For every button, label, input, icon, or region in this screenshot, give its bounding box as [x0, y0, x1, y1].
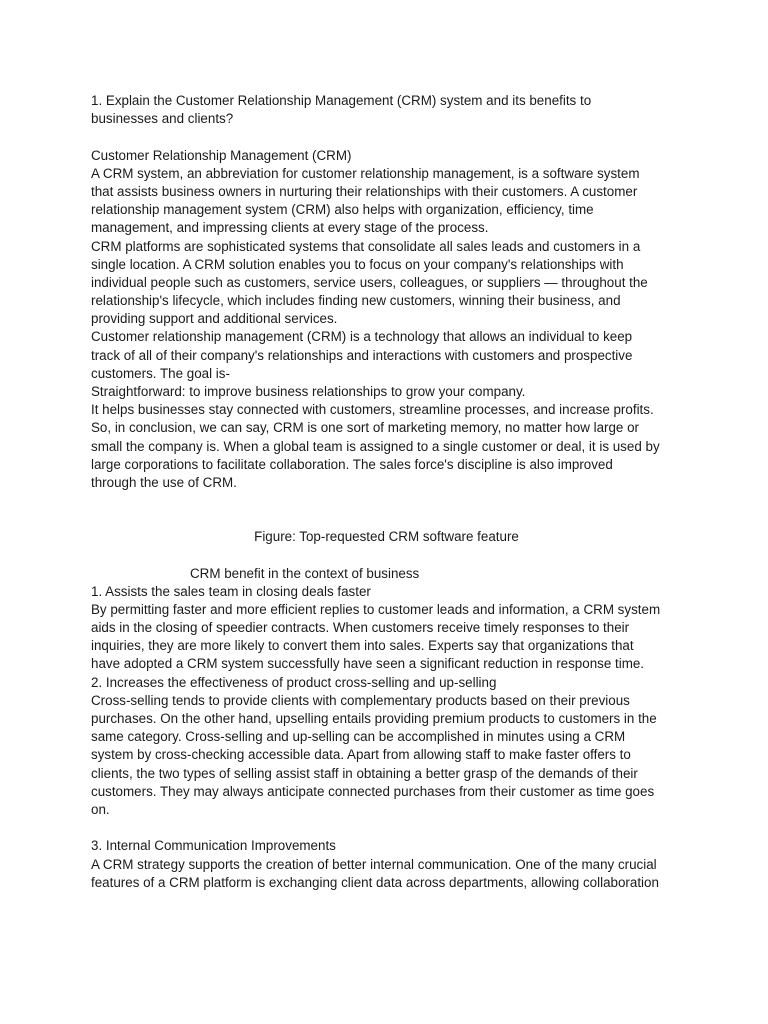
question-line: businesses and clients? — [91, 111, 234, 127]
text-line: that assists business owners in nurturing their relationships with their customers. A customer — [91, 183, 638, 199]
question-block — [91, 92, 691, 128]
text-line: single location. A CRM solution enables you to focus on your company's relationships with — [91, 256, 624, 272]
benefit-item-title: 2. Increases the effectiveness of product cross-selling and up-selling — [91, 674, 497, 690]
figure-caption: Figure: Top-requested CRM software feature — [254, 529, 519, 545]
text-line: So, in conclusion, we can say, CRM is one sort of marketing memory, no matter how large or — [91, 420, 639, 436]
spacer — [91, 819, 691, 837]
section-3 — [91, 837, 691, 892]
intro-paragraphs — [91, 165, 691, 492]
section-heading: Customer Relationship Management (CRM) — [91, 147, 352, 163]
benefit-heading: CRM benefit in the context of business — [190, 565, 420, 581]
text-line: It helps businesses stay connected with customers, streamline processes, and increase profits. — [91, 402, 654, 418]
question-line: 1. Explain the Customer Relationship Management (CRM) system and its benefits to — [91, 93, 592, 108]
text-line: relationship's lifecycle, which includes finding new customers, winning their business, and — [91, 293, 621, 309]
text-line: Customer relationship management (CRM) is a technology that allows an individual to keep — [91, 329, 633, 345]
spacer — [91, 492, 691, 528]
text-line: Straightforward: to improve business relationships to grow your company. — [91, 384, 526, 399]
text-line: management, and impressing clients at every stage of the process. — [91, 220, 489, 236]
text-line: Cross-selling tends to provide clients with complementary products based on their previous — [91, 692, 630, 708]
text-line: CRM platforms are sophisticated systems that consolidate all sales leads and customers in a — [91, 238, 641, 254]
text-line: A CRM strategy supports the creation of better internal communication. One of the many crucial — [91, 856, 657, 872]
benefit-item-title: 3. Internal Communication Improvements — [91, 838, 336, 854]
text-line: features of a CRM platform is exchanging client data across departments, allowing collaboration — [91, 874, 659, 890]
spacer — [91, 128, 691, 146]
spacer — [91, 546, 691, 564]
text-line: providing support and additional services. — [91, 311, 338, 327]
text-line: on. — [91, 801, 110, 817]
text-line: inquiries, they are more likely to convert them into sales. Experts say that organizations that — [91, 638, 634, 654]
text-line: individual people such as customers, service users, colleagues, or suppliers — throughout the — [91, 274, 648, 290]
benefit-paragraphs — [91, 583, 691, 819]
text-line: customers. The goal is- — [91, 365, 230, 381]
text-line: track of all of their company's relationships and interactions with customers and prospective — [91, 347, 633, 363]
text-line: clients, the two types of selling assist staff in obtaining a better grasp of the demands of their — [91, 765, 638, 781]
text-line: relationship management system (CRM) also helps with organization, efficiency, time — [91, 202, 594, 218]
text-line: have adopted a CRM system successfully have seen a significant reduction in response time. — [91, 656, 645, 672]
text-line: By permitting faster and more efficient replies to customer leads and information, a CRM system — [91, 601, 661, 617]
text-line: small the company is. When a global team is assigned to a single customer or deal, it is used by — [91, 438, 660, 454]
text-line: purchases. On the other hand, upselling entails providing premium products to customers in the — [91, 711, 657, 726]
text-line: aids in the closing of speedier contracts. When customers receive timely responses to their — [91, 620, 630, 636]
text-line: A CRM system, an abbreviation for customer relationship management, is a software system — [91, 165, 640, 181]
document-page — [91, 92, 691, 892]
text-line: same category. Cross-selling and up-selling can be accomplished in minutes using a CRM — [91, 729, 626, 745]
text-line: through the use of CRM. — [91, 474, 237, 490]
text-line: system by cross-checking accessible data. Apart from allowing staff to make faster offers to — [91, 747, 631, 763]
text-line: large corporations to facilitate collaboration. The sales force's discipline is also improved — [91, 456, 613, 472]
benefit-item-title: 1. Assists the sales team in closing deals faster — [91, 583, 371, 599]
text-line: customers. They may always anticipate connected purchases from their customer as time goes — [91, 783, 655, 799]
